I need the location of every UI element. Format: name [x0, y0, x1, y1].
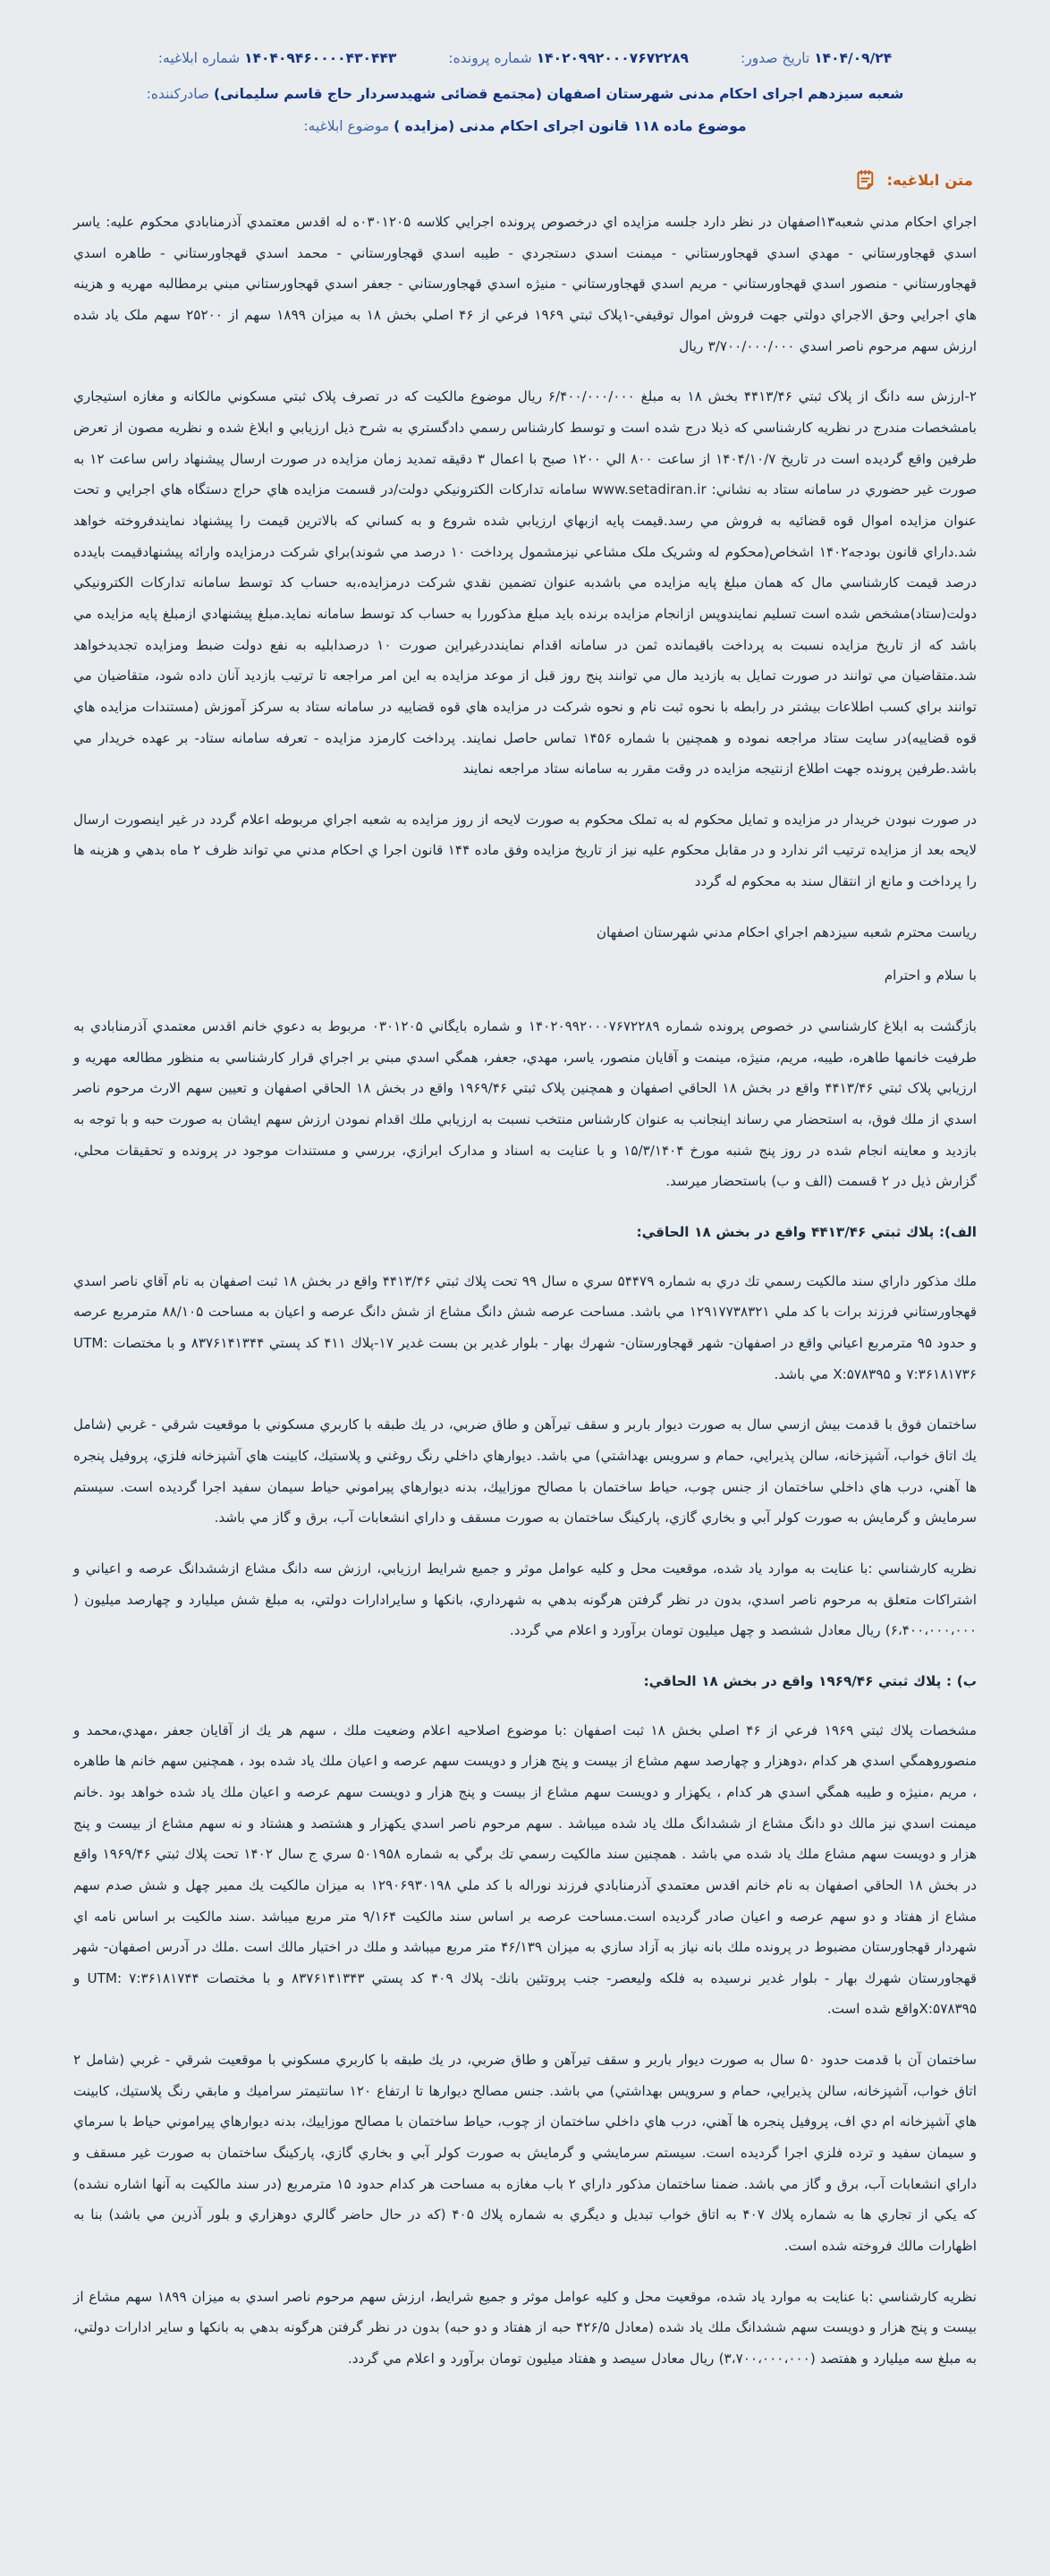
salutation-line: با سلام و احترام — [884, 967, 977, 984]
section-b-valuation: نظريه كارشناسي :با عنايت به موارد ياد شده، موقعيت محل و كليه عوامل موثر و جميع شرايط، ارزش سهم مرحوم ناصر اسدي به ميزان ۱۸۹۹ سهم مشاع از بيست و پنج هزار و دويست سهم ششدانگ ملك ياد شده (معادل ۴۲۶/۵ حبه از هفتاد و دو حبه) بدون در نظر گرفتن هرگونه بدهي به بانكها و ساير ادارات دولتي، به مبلغ سه ميليارد و هفتصد (۳،۷۰۰،۰۰۰،۰۰۰) ريال معادل سيصد و هفتاد ميليون تومان برآورد و اعلام مي گردد. — [73, 2288, 977, 2368]
notice-meta-row — [73, 0, 977, 70]
document-note-icon — [854, 168, 878, 192]
section-b-building-details: ساختمان آن با قدمت حدود ۵۰ سال به صورت ديوار باربر و سقف تيرآهن و طاق ضربي، در يك طبقه با كاربري مسكوني با موقعيت شرقي - غربي (شامل ۲ اتاق خواب، آشپزخانه، سالن پذيرايي، حمام و سرويس بهداشتي) مي باشد. جنس مصالح ديوارها تا ارتفاع ۱۲۰ سانتيمتر سراميك و مابقي رنگ پلاستيك، كابينت هاي آشپزخانه ام دي اف، پروفيل پنجره ها آهني، درب هاي داخلي ساختمان از چوب، حياط ساختمان با مصالح موزاييك، بدنه ديوارهاي پيراموني حياط با سرماي و سيمان سفيد و ترده فلزي اجرا گرديده است. سيستم سرمايشي و گرمايش به صورت كولر آبي و بخاري گازي، پاركينگ ساختمان به صورت غير مسقف و داراي انشعابات آب، برق و گاز مي باشد. ضمنا ساختمان مذكور داراي ۲ باب مغازه به مساحت هر كدام حدود ۱۵ مترمربع (در سند مالكيت به آنها اشاره نشده) كه يكي از تجاري ها به شماره پلاك ۴۰۷ به اتاق خواب تبديل و ديگري به شماره پلاك ۴۰۵ (كه در حال حاضر گالري دوهزاري و بلور آذرين مي باشد) بنا به اظهارات مالك فروخته شده است. — [73, 2052, 978, 2255]
notice-number-field — [158, 50, 397, 66]
body-paragraph-3: در صورت نبودن خريدار در مزايده و تمايل محكوم له به تملک محكوم به صورت لايحه از روز مزايده به شعبه اجراي مربوطه اعلام گردد در غير اينصورت ارسال لايحه بعد از مزايده ترتيب اثر ندارد و در مقابل محكوم عليه نيز از تاريخ مزايده وفق ماده ۱۴۴ قانون اجرا ي احكام مدني مي تواند ظرف ۲ ماه بدهي و هزينه ها را پرداخت و مانع از انتقال سند به محكوم له گردد — [73, 811, 977, 890]
notice-body — [73, 207, 977, 2375]
expert-report-intro: بازگشت به ابلاغ كارشناسي در خصوص پرونده شماره ۱۴۰۲۰۹۹۲۰۰۰۷۶۷۲۲۸۹ و شماره بايگاني ۰۳۰۱۲۰۵ مربوط به دعوي خانم اقدس معتمدي آذرمنابادي به طرفيت خانمها طاهره، طيبه، مريم، منيژه، مينمت و آقايان منصور، ياسر، مهدي، جعفر، همگي اسدي مبني بر اجراي قرار كارشناسي به منظور مطالعه مهريه و ارزيابي پلاک ثبتي ۴۴۱۳/۴۶ واقع در بخش ۱۸ الحاقي اصفهان و همچنين پلاک ثبتي ۱۹۶۹/۴۶ واقع در بخش ۱۸ الحاقي اصفهان و تعيين سهم الارث مرحوم ناصر اسدي از ملك فوق، به استحضار مي رساند اينجانب به عنوان كارشناس منتخب نسبت به ارزيابي ملك اقدام نمودن ارزش سهم ايشان به صورت حبه و با توجه به بازديد و معاينه انجام شده در روز پنج شنبه مورخ ۱۵/۳/۱۴۰۴ و با عنايت به اسناد و مدارک ابرازي، بررسي و مستندات موجود در پرونده و تحقيقات محلي، گزارش ذيل در ۲ قسمت (الف و ب) باستحضار ميرسد. — [73, 1018, 978, 1190]
issue-date-field — [741, 50, 892, 66]
notice-number-label: شماره ابلاغیه: — [157, 50, 241, 66]
addressee-line: رياست محترم شعبه سيزدهم اجراي احكام مدني شهرستان اصفهان — [596, 923, 977, 940]
section-title-label: متن ابلاغیه: — [886, 172, 973, 189]
subject-label: موضوع ابلاغیه: — [303, 118, 390, 134]
section-a-heading: الف): پلاك ثبتي ۴۴۱۳/۴۶ واقع در بخش ۱۸ الحاقي: — [636, 1224, 977, 1241]
subject-value: موضوع ماده ۱۱۸ قانون اجرای احکام مدنی (مزایده ) — [394, 118, 747, 134]
section-b-heading: ب) : پلاك ثبتي ۱۹۶۹/۴۶ واقع در بخش ۱۸ الحاقي: — [643, 1672, 977, 1689]
case-number-field — [448, 50, 689, 66]
section-a-deed-details: ملك مذكور داراي سند مالکيت رسمي تك دري به شماره ۵۴۴۷۹ سري ه سال ۹۹ تحت پلاك ثبتي ۴۴۱۳/۴۶ واقع در بخش ۱۸ ثبت اصفهان به نام آقاي ناصر اسدي قهجاورستاني فرزند برات با كد ملي ۱۲۹۱۷۷۳۸۳۲۱ مي باشد. مساحت عرصه شش دانگ مشاع از شش دانگ عرصه و اعيان به مساحت ۸۸/۱۰۵ مترمربع عرصه و حدود ۹۵ مترمربع اعياني واقع در اصفهان- شهر قهجاورستان- شهرك بهار - بلوار غدير بن بست غدير ۱۷-پلاك ۴۱۱ كد پستي ۸۳۷۶۱۴۱۳۴۴ و با مختصات UTM: ۷:۳۶۱۸۱۷۳۶ و X:۵۷۸۳۹۵ مي باشد. — [73, 1272, 978, 1382]
section-b-deed-details: مشخصات پلاك ثبتي ۱۹۶۹ فرعي از ۴۶ اصلي بخش ۱۸ ثبت اصفهان :با موضوع اصلاحيه اعلام وضعيت ملك ، سهم هر يك از آقايان جعفر ،مهدي،محمد و منصوروهمگي اسدي هر كدام ،دوهزار و چهارصد سهم مشاع از بيست و پنج هزار و دويست سهم عرصه و اعيان ملك ياد شده بود ، همچنين سهم خانم ها طاهره ، مريم ،منيژه و طيبه همگي اسدي هر كدام ، يكهزار و دويست سهم مشاع از بيست و پنج هزار و دويست سهم عرصه و اعيان ملك ياد شده خواهد بود .خانم ميمنت اسدي نيز مالك دو دانگ مشاع از ششدانگ ملك ياد شده ميباشد . سهم مرحوم ناصر اسدي يكهزار و هشتصد و هشتاد و نه سهم مشاع از بيست و پنج هزار و دويست سهم مشاع ملك ياد شده مي باشد . همچنين سند مالكيت رسمي تك برگي به شماره ۵۰۱۹۵۸ سري ج سال ۱۴۰۲ تحت پلاك ثبتي ۱۹۶۹/۴۶ واقع در بخش ۱۸ الحاقي اصفهان به نام خانم اقدس معتمدي آذرمنابادي فرزند نوراله با كد ملي ۱۲۹۰۶۹۳۰۱۹۸ به ميزان مالكيت يك ممير چهل و شش صدم سهم مشاع از هفتاد و دو سهم عرصه و اعيان صادر گرديده است.مساحت عرصه بر اساس سند مالكيت ۹/۱۶۴ متر مربع ميباشد .سند مالكيت بر اساس نامه اي شهردار قهجاورستان مضبوط در پرونده ملك بانه نياز به آزاد سازي به ميزان ۴۶/۱۳۹ متر مربع ميباشد و ملك در اختيار مالك است .ملك در آدرس اصفهان- شهر قهجاورستان شهرك بهار - بلوار غدير نرسيده به فلكه وليعصر- جنب پروتئين بانك- پلاك ۴۰۹ كد پستي ۸۳۷۶۱۴۱۳۴۳ و با مختصات UTM: ۷:۳۶۱۸۱۷۴۴ و X:۵۷۸۳۹۵واقع شده است. — [73, 1722, 978, 2018]
issue-date-label: تاریخ صدور: — [741, 50, 810, 66]
issuer-row — [73, 70, 977, 102]
body-paragraph-1: اجراي احكام مدني شعبه۱۳اصفهان در نظر دارد جلسه مزايده اي درخصوص پرونده اجرايي كلاسه ۰۳۰۱۲۰۵ه له اقدس معتمدي آذرمنابادي محكوم عليه: ياسر اسدي قهجاورستاني - مهدي اسدي قهجاورستاني - ميمنت اسدي دستجردي - طيبه اسدي قهجاورستاني - محمد اسدي قهجاورستاني - طاهره اسدي قهجاورستاني - منصور اسدي قهجاورستاني - مريم اسدي قهجاورستاني - منيژه اسدي قهجاورستاني - جعفر اسدي قهجاورستاني مبني برمطالبه مهريه و هزينه هاي اجرايي وحق الاجراي دولتي جهت فروش اموال توقيفي-۱پلاک ثبتي ۱۹۶۹ فرعي از ۴۶ اصلي بخش ۱۸ به ميزان ۱۸۹۹ سهم از ۲۵۲۰۰ سهم ملک ياد شده ارزش سهم مرحوم ناصر اسدي ۳/۷۰۰/۰۰۰/۰۰۰ ريال — [73, 214, 977, 354]
body-paragraph-2: ۲-ارزش سه دانگ از پلاک ثبتي ۴۴۱۳/۴۶ بخش ۱۸ به مبلغ ۶/۴۰۰/۰۰۰/۰۰۰ ريال موضوع مالکيت که در تصرف پلاک ثبتي مسکوني مالکانه و مغازه استيجاري بامشخصات مندرج در نظريه كارشناسي كه ذيلا درج شده است و توسط كارشناس رسمي دادگستري به شرح ذيل ارزيابي و ابلاغ شده و نظريه مصون از تعرض طرفين واقع گرديده است در تاريخ ۱۴۰۴/۱۰/۷ از ساعت ۸۰۰ الي ۱۲۰۰ صبح با اعمال ۳ دقيقه تمديد زمان مزايده در صورت ارسال پيشنهاد راس ساعت ۱۲ به صورت غير حضوري در سامانه ستاد به نشاني: www.setadiran.ir سامانه تدارکات الكترونيکي دولت/در قسمت مزايده هاي حراج دستگاه هاي اجرايي و تحت عنوان مزايده اموال قوه قضائيه به فروش مي رسد.قيمت پايه ازبهاي ارزيابي شده شروع و به كساني كه بالاترين قيمت را پيشنهاد نمايندفروخته خواهد شد.داراي قانون بودجه۱۴۰۲ اشخاص(محکوم له وشريک ملک مشاعي نيزمشمول پرداخت ۱۰ درصد مي شوند)براي شركت درمزايده وارائه پيشنهادقيمت بايدده درصد قيمت كارشناسي مال كه همان مبلغ پايه مزايده مي باشدبه عنوان تضمين نقدي شركت درمزايده،به حساب كد توسط سامانه تداركات الكترونيكي دولت(ستاد)مشخص شده است تسليم نمايندوپس ازانجام مزايده برنده بايد مبلغ مذكوررا به حساب كد توسط سامانه نمايد.مبلغ پيشنهادي ازمبلغ پايه مزايده مي باشد كه از تاريخ مزايده نسبت به پرداخت باقيمانده ثمن در سامانه اقدام نماينددرغيراين صورت ۱۰ درصدابليه به نفع دولت ضبط ومزايده تجديدخواهد شد.متقاضيان مي توانند در صورت تمايل به بازديد مال مي توانند پنج روز قبل از موعد مزايده به اين امر مراجعه تا ترتيب بازديد آنان داده شود، متقاضيان مي توانند براي كسب اطلاعات بيشتر در رابطه با نحوه ثبت نام و نحوه شركت در مزايده هاي قوه قضاييه در سامانه ستاد به سركز آموزش (مستندات مزايده هاي قوه قضاييه)در سايت ستاد مراجعه نموده و همچنين با شماره ۱۴۵۶ تماس حاصل نمايند. پرداخت كارمزد مزايده - تعرفه سامانه ستاد- بر عهده خريدار مي باشد.طرفين پرونده جهت اطلاع ازنتيجه مزايده در وقت مقرر به سامانه ستاد مراجعه نمايند — [73, 388, 978, 778]
notice-text-section-header — [73, 168, 977, 192]
notice-number-value: ۱۴۰۴۰۹۴۶۰۰۰۰۴۳۰۴۴۳ — [244, 50, 397, 66]
issue-date-value: ۱۴۰۴/۰۹/۲۴ — [814, 50, 893, 66]
issuer-label: صادرکننده: — [146, 86, 210, 102]
subject-row — [73, 102, 977, 134]
issuer-value: شعبه سیزدهم اجرای احکام مدنی شهرستان اصفهان (مجتمع قضائی شهیدسردار حاج قاسم سلیمانی) — [214, 86, 904, 102]
section-a-valuation: نظريه كارشناسي :با عنايت به موارد ياد شده، موقعيت محل و كليه عوامل موثر و جميع شرايط ارزيابي، ارزش سه دانگ مشاع ازششدانگ عرصه و اعياني و اشتراكات متعلق به مرحوم ناصر اسدي، بدون در نظر گرفتن هرگونه بدهي به شهرداري، بانكها و سايرادارات دولتي، به مبلغ شش ميليارد و چهارصد ميليون ( ۶،۴۰۰،۰۰۰،۰۰۰) ريال معادل ششصد و چهل ميليون تومان برآورد و اعلام مي گردد. — [73, 1560, 977, 1639]
case-number-label: شماره پرونده: — [448, 50, 532, 66]
case-number-value: ۱۴۰۲۰۹۹۲۰۰۰۷۶۷۲۲۸۹ — [536, 50, 689, 66]
section-a-building-details: ساختمان فوق با قدمت بيش ازسي سال به صورت ديوار باربر و سقف تيرآهن و طاق ضربي، در يك طبقه با كاربري مسكوني با موقعيت شرقي - غربي (شامل يك اتاق خواب، آشپزخانه، سالن پذيرايي، حمام و سرويس بهداشتي) مي باشد. ديوارهاي داخلي رنگ روغني و پلاستيك، كابينت هاي آشپزخانه فلزي، پروفيل پنجره ها آهني، درب هاي داخلي ساختمان از جنس چوب، حياط ساختمان با مصالح موزاييك، بدنه ديوارهاي پيراموني حياط سيمان سفيد اجرا گرديده است. سيستم سرمايش و گرمايش به صورت كولر آبي و بخاري گازي، پاركينگ ساختمان به صورت مسقف و داراي انشعابات آب، برق و گاز مي باشد. — [73, 1416, 977, 1526]
